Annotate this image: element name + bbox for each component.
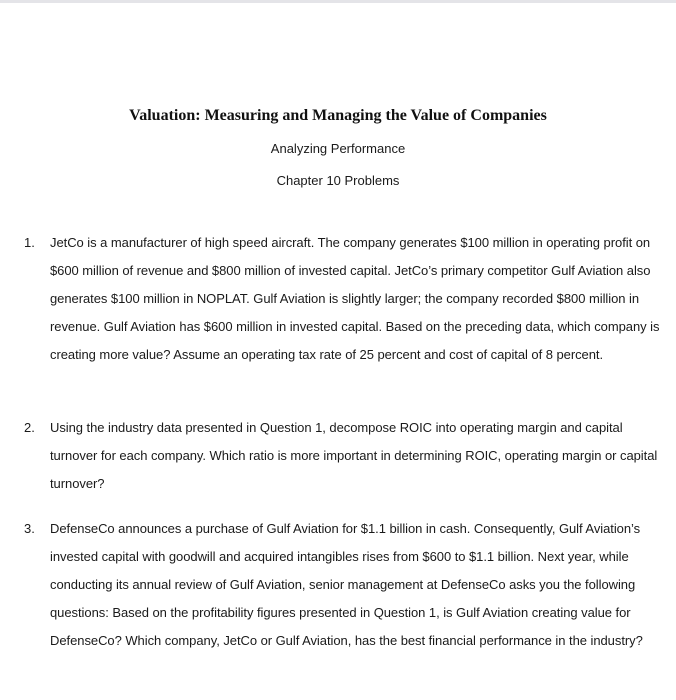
question-1 (24, 229, 660, 369)
chapter-heading: Chapter 10 Problems (276, 173, 400, 188)
document-title: Valuation: Measuring and Managing the Value of Companies (129, 107, 547, 124)
question-text: JetCo is a manufacturer of high speed aircraft. The company generates $100 million in operating profit on $600 million of revenue and $800 million of invested capital. JetCo’s primary competitor Gulf Aviation also generates $100 million in NOPLAT. Gulf Aviation is slightly larger; the company recorded $800 million in revenue. Gulf Aviation has $600 million in invested capital. Based on the preceding data, which company is creating more value? Assume an operating tax rate of 25 percent and cost of capital of 8 percent. (50, 235, 660, 362)
question-number: 2. (24, 420, 35, 435)
question-number: 1. (24, 235, 35, 250)
question-text: DefenseCo announces a purchase of Gulf Aviation for $1.1 billion in cash. Consequently, Gulf Aviation’s invested capital with goodwill and acquired intangibles rises from $600 to $1.1 billion. Next year, while conducting its annual review of Gulf Aviation, senior management at DefenseCo asks you the following questions: Based on the profitability figures presented in Question 1, is Gulf Aviation creating value for DefenseCo? Which company, JetCo or Gulf Aviation, has the best financial performance in the industry? (50, 521, 643, 648)
question-number: 3. (24, 521, 35, 536)
question-2 (24, 414, 660, 498)
document-subtitle: Analyzing Performance (270, 141, 406, 156)
question-text: Using the industry data presented in Question 1, decompose ROIC into operating margin and capital turnover for each company. Which ratio is more important in determining ROIC, operating margin or capital turnover? (50, 420, 658, 491)
question-3 (24, 515, 660, 655)
